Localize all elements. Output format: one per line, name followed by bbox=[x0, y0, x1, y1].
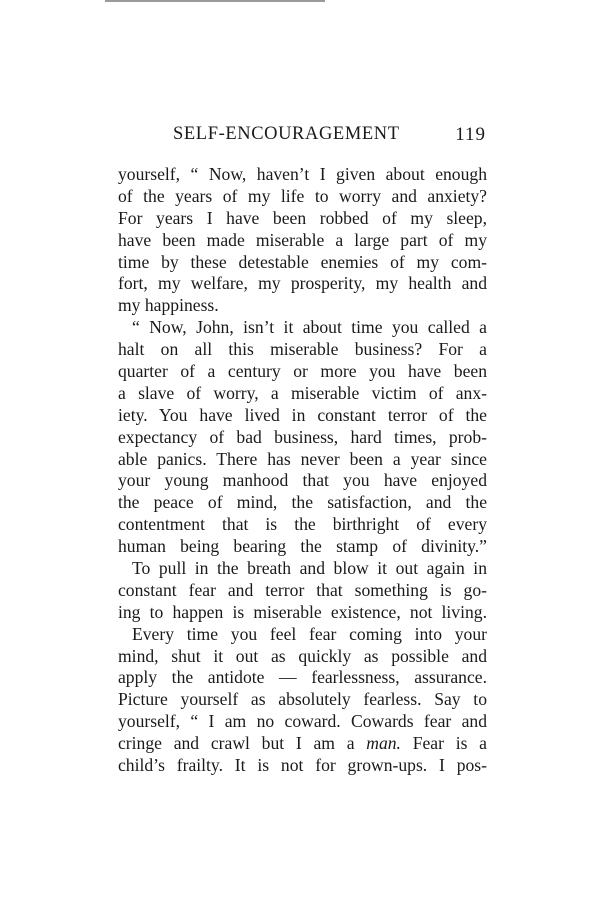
line-text bbox=[118, 689, 487, 711]
line-segment: “ Now, John, isn’t it about time you called a bbox=[132, 317, 487, 338]
line-segment: quarter of a century or more you have been bbox=[118, 361, 487, 382]
running-title: SELF-ENCOURAGEMENT bbox=[173, 124, 400, 144]
line-text bbox=[118, 361, 487, 383]
text-line bbox=[118, 602, 487, 624]
line-segment: For years I have been robbed of my sleep, bbox=[118, 207, 487, 228]
line-text bbox=[118, 186, 487, 208]
line-text bbox=[118, 449, 487, 471]
body-text bbox=[118, 164, 487, 777]
text-line bbox=[118, 492, 487, 514]
line-segment: your young manhood that you have enjoyed bbox=[118, 470, 487, 491]
page-header bbox=[118, 124, 486, 148]
text-line bbox=[118, 295, 487, 317]
text-line bbox=[118, 252, 487, 274]
line-text bbox=[118, 646, 487, 668]
line-segment: Fear is a bbox=[400, 733, 487, 754]
text-line bbox=[118, 339, 487, 361]
line-segment: fort, my welfare, my prosperity, my health and bbox=[118, 273, 487, 294]
line-segment: cringe and crawl but I am a bbox=[118, 733, 367, 754]
line-segment: expectancy of bad business, hard times, prob- bbox=[118, 426, 487, 447]
line-text bbox=[118, 273, 487, 295]
text-line bbox=[118, 711, 487, 733]
text-line bbox=[118, 536, 487, 558]
line-segment: time by these detestable enemies of my com- bbox=[118, 251, 487, 272]
line-segment: iety. You have lived in constant terror of the bbox=[118, 404, 487, 425]
top-edge-rule bbox=[105, 0, 325, 2]
text-line bbox=[118, 317, 487, 339]
italic-word: man. bbox=[366, 733, 401, 754]
text-line bbox=[118, 580, 487, 602]
text-line bbox=[118, 689, 487, 711]
line-text bbox=[118, 514, 487, 536]
line-text bbox=[132, 317, 487, 339]
line-text bbox=[118, 339, 487, 361]
line-segment: ing to happen is miserable existence, not living. bbox=[118, 601, 487, 622]
text-line bbox=[118, 733, 487, 755]
line-segment: have been made miserable a large part of my bbox=[118, 229, 487, 250]
line-text bbox=[118, 711, 487, 733]
text-line bbox=[118, 558, 487, 580]
line-text bbox=[118, 383, 487, 405]
line-text bbox=[118, 602, 487, 624]
text-line bbox=[118, 427, 487, 449]
text-line bbox=[118, 624, 487, 646]
line-segment: contentment that is the birthright of every bbox=[118, 514, 487, 535]
text-line bbox=[118, 449, 487, 471]
page-number: 119 bbox=[455, 124, 486, 145]
line-text bbox=[118, 536, 487, 558]
text-line bbox=[118, 383, 487, 405]
line-segment: the peace of mind, the satisfaction, and the bbox=[118, 492, 487, 513]
line-text bbox=[118, 295, 487, 317]
line-segment: halt on all this miserable business? For a bbox=[118, 339, 487, 360]
line-text bbox=[118, 667, 487, 689]
text-line bbox=[118, 208, 487, 230]
text-line bbox=[118, 164, 487, 186]
text-line bbox=[118, 514, 487, 536]
text-line bbox=[118, 755, 487, 777]
line-segment: human being bearing the stamp of divinity.” bbox=[118, 536, 487, 557]
text-line bbox=[118, 273, 487, 295]
line-segment: yourself, “ Now, haven’t I given about enough bbox=[118, 164, 487, 184]
line-segment: my happiness. bbox=[118, 295, 219, 316]
line-segment: Picture yourself as absolutely fearless. Say to bbox=[118, 689, 487, 710]
line-text bbox=[118, 470, 487, 492]
text-line bbox=[118, 646, 487, 668]
line-segment: constant fear and terror that something is go- bbox=[118, 579, 487, 600]
line-text bbox=[118, 427, 487, 449]
line-segment: To pull in the breath and blow it out again in bbox=[132, 558, 487, 579]
text-line bbox=[118, 470, 487, 492]
line-text bbox=[132, 624, 487, 646]
text-line bbox=[118, 186, 487, 208]
line-segment: Every time you feel fear coming into your bbox=[132, 623, 487, 644]
line-text bbox=[118, 405, 487, 427]
text-line bbox=[118, 667, 487, 689]
text-line bbox=[118, 230, 487, 252]
line-text bbox=[118, 492, 487, 514]
line-segment: of the years of my life to worry and anxiety? bbox=[118, 185, 487, 206]
text-line bbox=[118, 361, 487, 383]
line-segment: able panics. There has never been a year since bbox=[118, 448, 487, 469]
line-text bbox=[118, 755, 487, 777]
line-text bbox=[118, 164, 487, 186]
line-segment: yourself, “ I am no coward. Cowards fear and bbox=[118, 711, 487, 732]
line-text bbox=[118, 230, 487, 252]
line-segment: a slave of worry, a miserable victim of anx- bbox=[118, 382, 487, 403]
line-segment: apply the antidote — fearlessness, assurance. bbox=[118, 667, 487, 688]
line-segment: mind, shut it out as quickly as possible and bbox=[118, 645, 487, 666]
line-text bbox=[132, 558, 487, 580]
line-text bbox=[118, 208, 487, 230]
line-text bbox=[118, 580, 487, 602]
text-line bbox=[118, 405, 487, 427]
line-segment: child’s frailty. It is not for grown-ups. I pos- bbox=[118, 755, 487, 776]
line-text bbox=[118, 733, 487, 755]
line-text bbox=[118, 252, 487, 274]
